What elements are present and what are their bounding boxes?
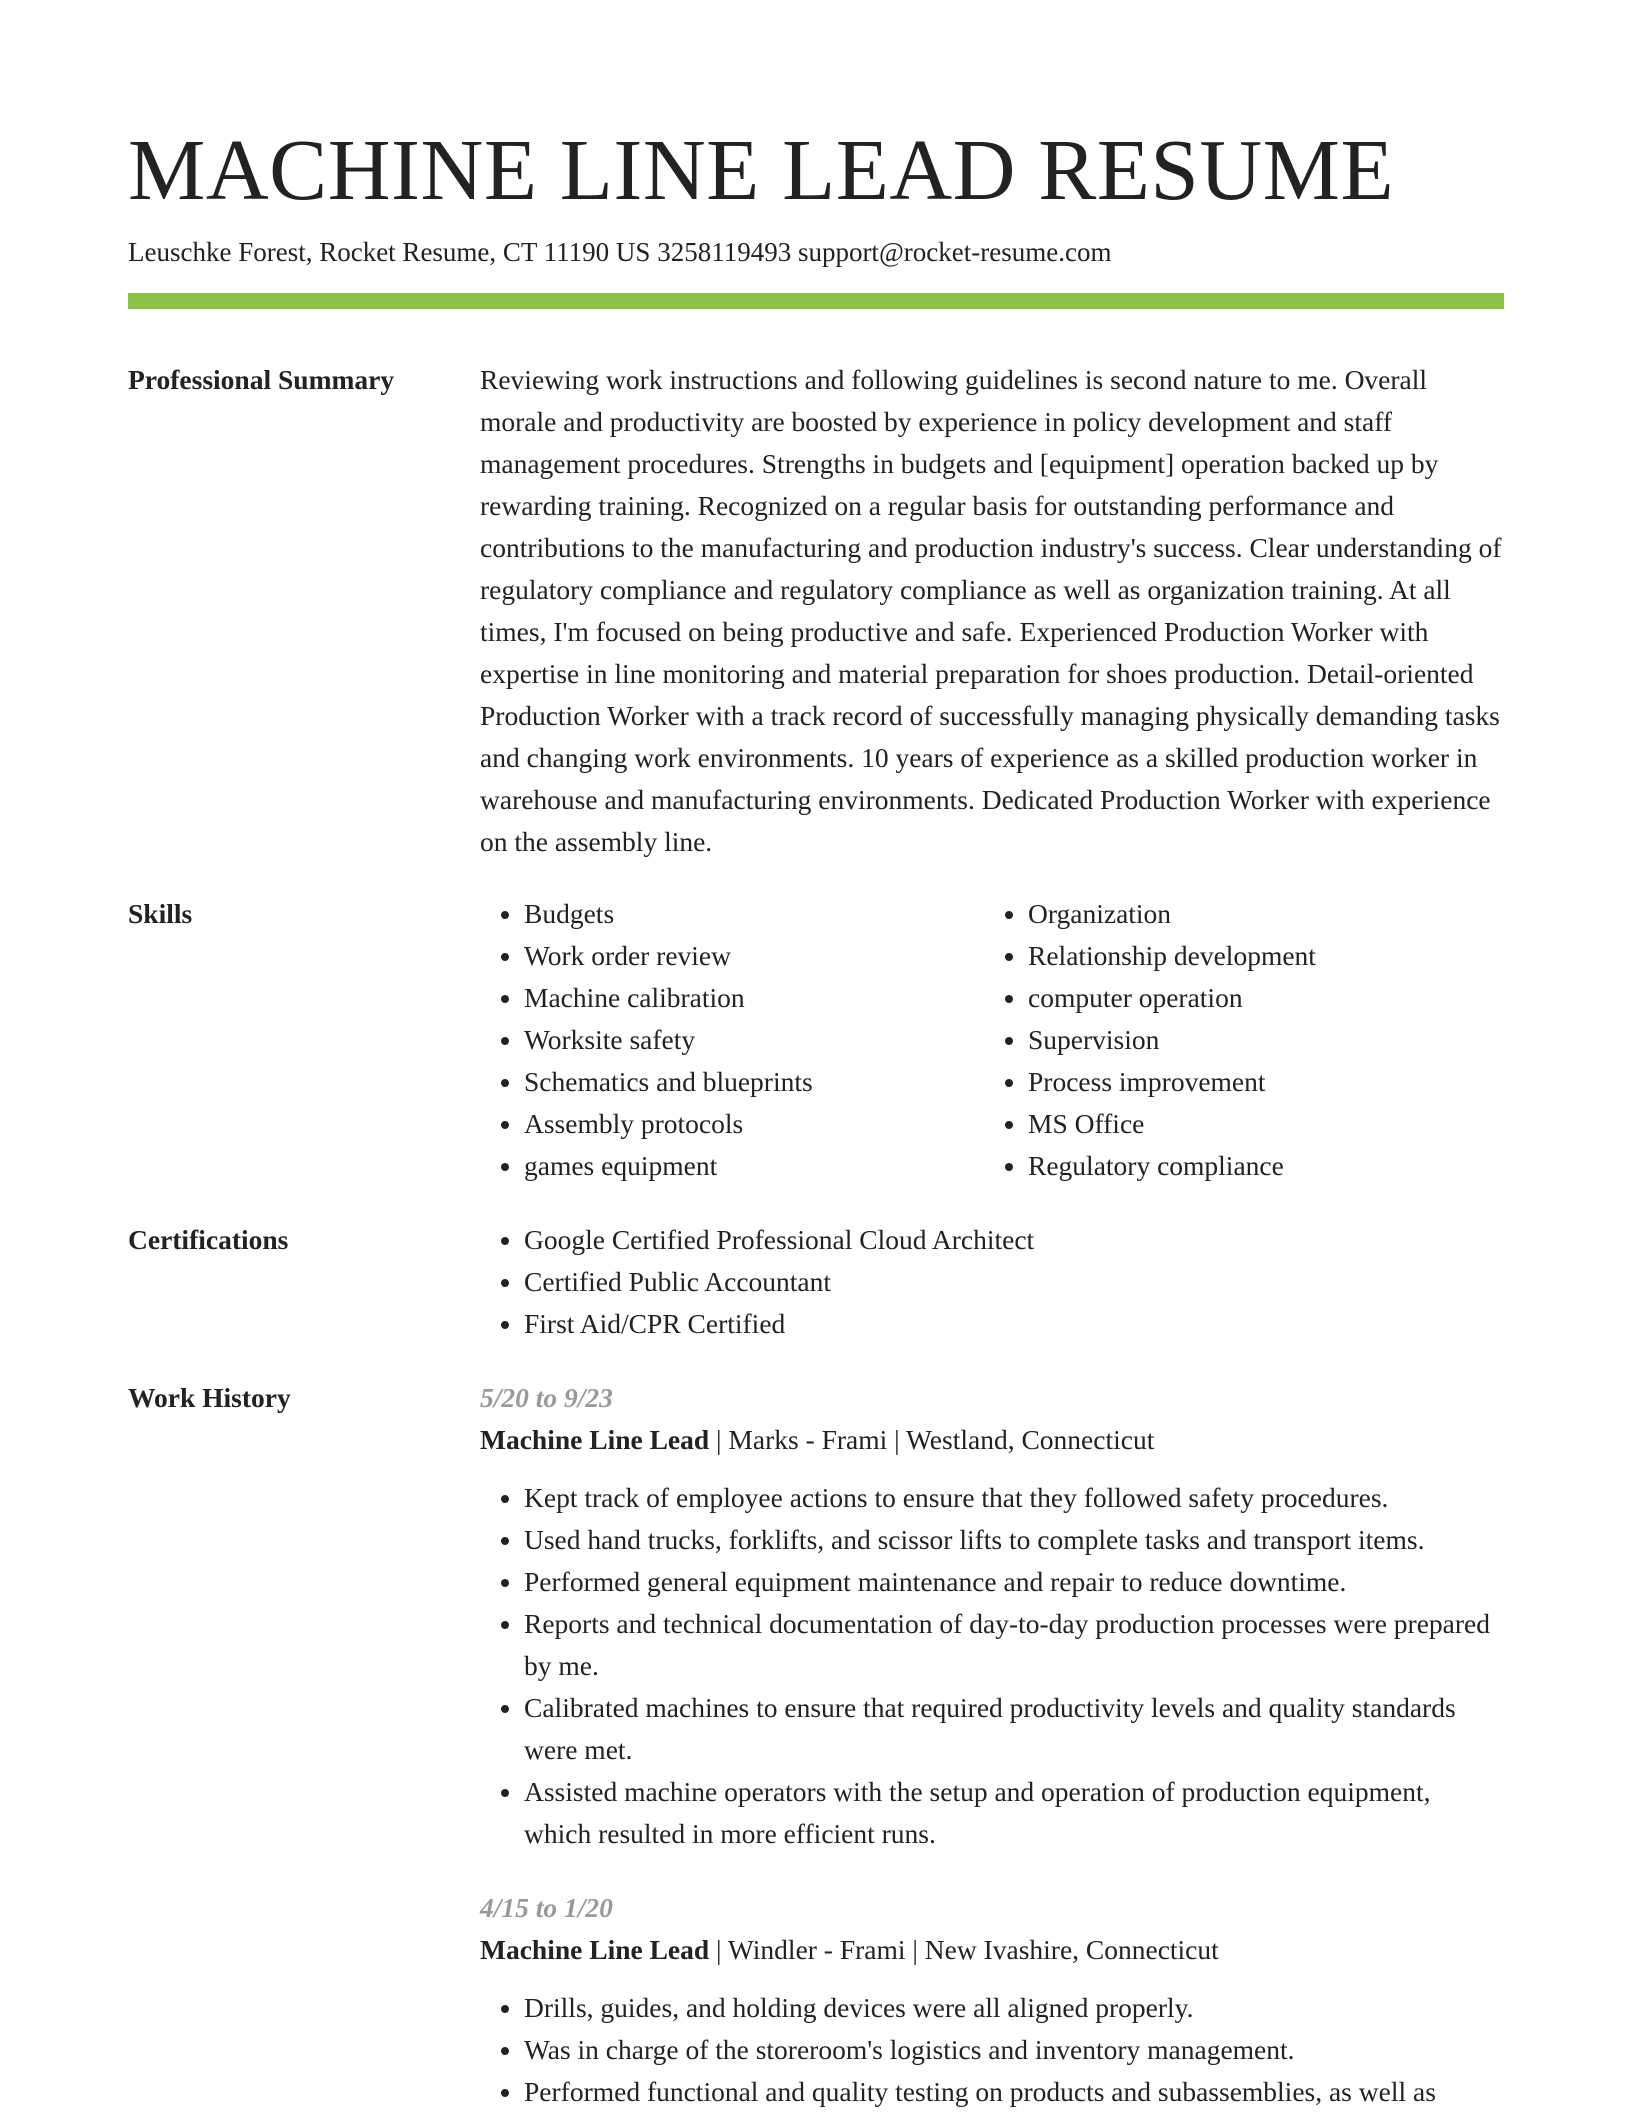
section-certifications bbox=[128, 1219, 1504, 1345]
skills-list-left bbox=[480, 893, 984, 1187]
accent-divider bbox=[128, 293, 1504, 309]
job-dates: 5/20 to 9/23 bbox=[480, 1382, 613, 1413]
job-dates: 4/15 to 1/20 bbox=[480, 1892, 613, 1923]
skill-item: • Regulatory compliance bbox=[1028, 1145, 1488, 1187]
resume-content bbox=[128, 0, 1504, 2113]
job-company-location: | Marks - Frami | Westland, Connecticut bbox=[709, 1424, 1155, 1455]
job-bullet: • Used hand trucks, forklifts, and scissor lifts to complete tasks and transport items. bbox=[524, 1519, 1504, 1561]
skill-item: • Assembly protocols bbox=[524, 1103, 984, 1145]
skills-body bbox=[480, 893, 1504, 1187]
certifications-list bbox=[480, 1219, 1504, 1345]
skill-item: • Relationship development bbox=[1028, 935, 1488, 977]
skills-column-left bbox=[480, 893, 984, 1187]
skill-item: • MS Office bbox=[1028, 1103, 1488, 1145]
skill-item: • Organization bbox=[1028, 893, 1488, 935]
skill-item: • Schematics and blueprints bbox=[524, 1061, 984, 1103]
job-bullets bbox=[480, 1987, 1504, 2113]
job-bullet: • Was in charge of the storeroom's logistics and inventory management. bbox=[524, 2029, 1504, 2071]
skill-item: • Supervision bbox=[1028, 1019, 1488, 1061]
summary-text: Reviewing work instructions and following guidelines is second nature to me. Overall morale and productivity are boosted by experience in policy development and staff management procedures. Strengths in budgets and [equipment] operation backed up by rewarding training. Recognized on a regular basis for outstanding performance and contributions to the manufacturing and production industry's success. Clear understanding of regulatory compliance and regulatory compliance as well as organization training. At all times, I'm focused on being productive and safe. Experienced Production Worker with expertise in line monitoring and material preparation for shoes production. Detail-oriented Production Worker with a track record of successfully managing physically demanding tasks and changing work environments. 10 years of experience as a skilled production worker in warehouse and manufacturing environments. Dedicated Production Worker with experience on the assembly line. bbox=[480, 364, 1502, 857]
skills-list-right bbox=[984, 893, 1488, 1187]
contact-line: Leuschke Forest, Rocket Resume, CT 11190 US 3258119493 support@rocket-resume.com bbox=[128, 237, 1112, 267]
job-bullet: • Performed general equipment maintenance and repair to reduce downtime. bbox=[524, 1561, 1504, 1603]
job-bullets bbox=[480, 1477, 1504, 1855]
skills-grid bbox=[480, 893, 1504, 1187]
section-label-skills: Skills bbox=[128, 898, 193, 929]
job-entry bbox=[480, 1887, 1504, 2113]
job-heading bbox=[480, 1929, 1504, 1971]
job-bullet: • Drills, guides, and holding devices were all aligned properly. bbox=[524, 1987, 1504, 2029]
job-bullet: • Calibrated machines to ensure that required productivity levels and quality standards were met. bbox=[524, 1687, 1504, 1771]
skill-item: • Work order review bbox=[524, 935, 984, 977]
certification-item: • Certified Public Accountant bbox=[524, 1261, 1504, 1303]
section-skills bbox=[128, 893, 1504, 1187]
skill-item: • Worksite safety bbox=[524, 1019, 984, 1061]
certifications-body bbox=[480, 1219, 1504, 1345]
section-label-work-history: Work History bbox=[128, 1382, 291, 1413]
work-history-body bbox=[480, 1377, 1504, 2113]
section-work-history bbox=[128, 1377, 1504, 2113]
certification-item: • Google Certified Professional Cloud Architect bbox=[524, 1219, 1504, 1261]
skill-item: • Machine calibration bbox=[524, 977, 984, 1019]
skill-item: • games equipment bbox=[524, 1145, 984, 1187]
job-bullet: • Reports and technical documentation of day-to-day production processes were prepared by me. bbox=[524, 1603, 1504, 1687]
section-label-certifications: Certifications bbox=[128, 1224, 289, 1255]
job-title: Machine Line Lead bbox=[480, 1934, 710, 1965]
resume-title: MACHINE LINE LEAD RESUME bbox=[128, 121, 1395, 218]
skill-item: • computer operation bbox=[1028, 977, 1488, 1019]
job-heading bbox=[480, 1419, 1504, 1461]
job-bullet: • Kept track of employee actions to ensure that they followed safety procedures. bbox=[524, 1477, 1504, 1519]
skill-item: • Process improvement bbox=[1028, 1061, 1488, 1103]
certification-item: • First Aid/CPR Certified bbox=[524, 1303, 1504, 1345]
job-bullet: • Performed functional and quality testing on products and subassemblies, as well as bbox=[524, 2071, 1504, 2113]
skill-item: • Budgets bbox=[524, 893, 984, 935]
skills-column-right bbox=[984, 893, 1488, 1187]
job-entry bbox=[480, 1377, 1504, 1855]
section-label-summary: Professional Summary bbox=[128, 364, 395, 395]
job-bullet: • Assisted machine operators with the setup and operation of production equipment, which resulted in more efficient runs. bbox=[524, 1771, 1504, 1855]
section-professional-summary bbox=[128, 359, 1504, 863]
job-company-location: | Windler - Frami | New Ivashire, Connecticut bbox=[709, 1934, 1219, 1965]
job-title: Machine Line Lead bbox=[480, 1424, 710, 1455]
